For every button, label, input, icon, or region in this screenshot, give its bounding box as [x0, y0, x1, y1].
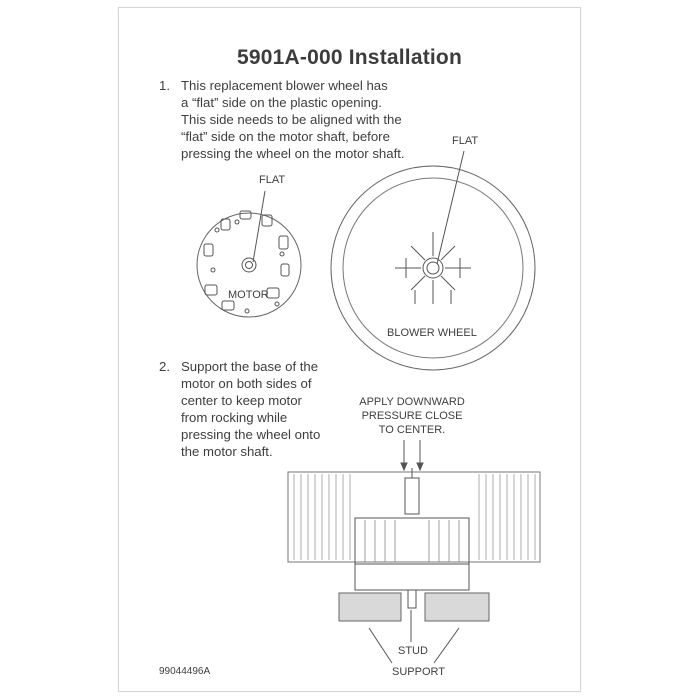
step-1-line: “flat” side on the motor shaft, before	[181, 129, 390, 144]
diagram-canvas	[119, 8, 580, 691]
step-2-line: motor on both sides of	[181, 376, 312, 391]
blower-wheel-flat-label: FLAT	[452, 135, 479, 147]
step-2-number: 2.	[159, 359, 170, 374]
step-1-number: 1.	[159, 78, 170, 93]
step-1-line: a “flat” side on the plastic opening.	[181, 95, 382, 110]
step-2-line: from rocking while	[181, 410, 288, 425]
step-2-line: Support the base of the	[181, 359, 319, 374]
motor-label: MOTOR	[228, 289, 269, 301]
step-1-line: This replacement blower wheel has	[181, 78, 388, 93]
step-2-line: pressing the wheel onto	[181, 427, 321, 442]
step-2-line: the motor shaft.	[181, 444, 273, 459]
instruction-sheet	[118, 7, 581, 692]
pressure-callout	[357, 395, 467, 437]
support-label: SUPPORT	[392, 666, 445, 678]
assembly-side-view-diagram	[288, 440, 540, 663]
stud-label: STUD	[398, 645, 428, 657]
step-2	[159, 358, 320, 460]
pressure-callout-line: APPLY DOWNWARD	[359, 396, 465, 408]
pressure-callout-line: PRESSURE CLOSE	[361, 410, 463, 422]
part-number: 99044496A	[159, 666, 211, 677]
step-2-line: center to keep motor	[181, 393, 302, 408]
blower-wheel-label: BLOWER WHEEL	[387, 327, 477, 339]
step-1-line: This side needs to be aligned with the	[181, 112, 402, 127]
document-title: 5901A-000 Installation	[237, 46, 462, 69]
step-1-line: pressing the wheel on the motor shaft.	[181, 146, 405, 161]
pressure-callout-line: TO CENTER.	[378, 424, 446, 436]
motor-flat-label: FLAT	[259, 174, 286, 186]
